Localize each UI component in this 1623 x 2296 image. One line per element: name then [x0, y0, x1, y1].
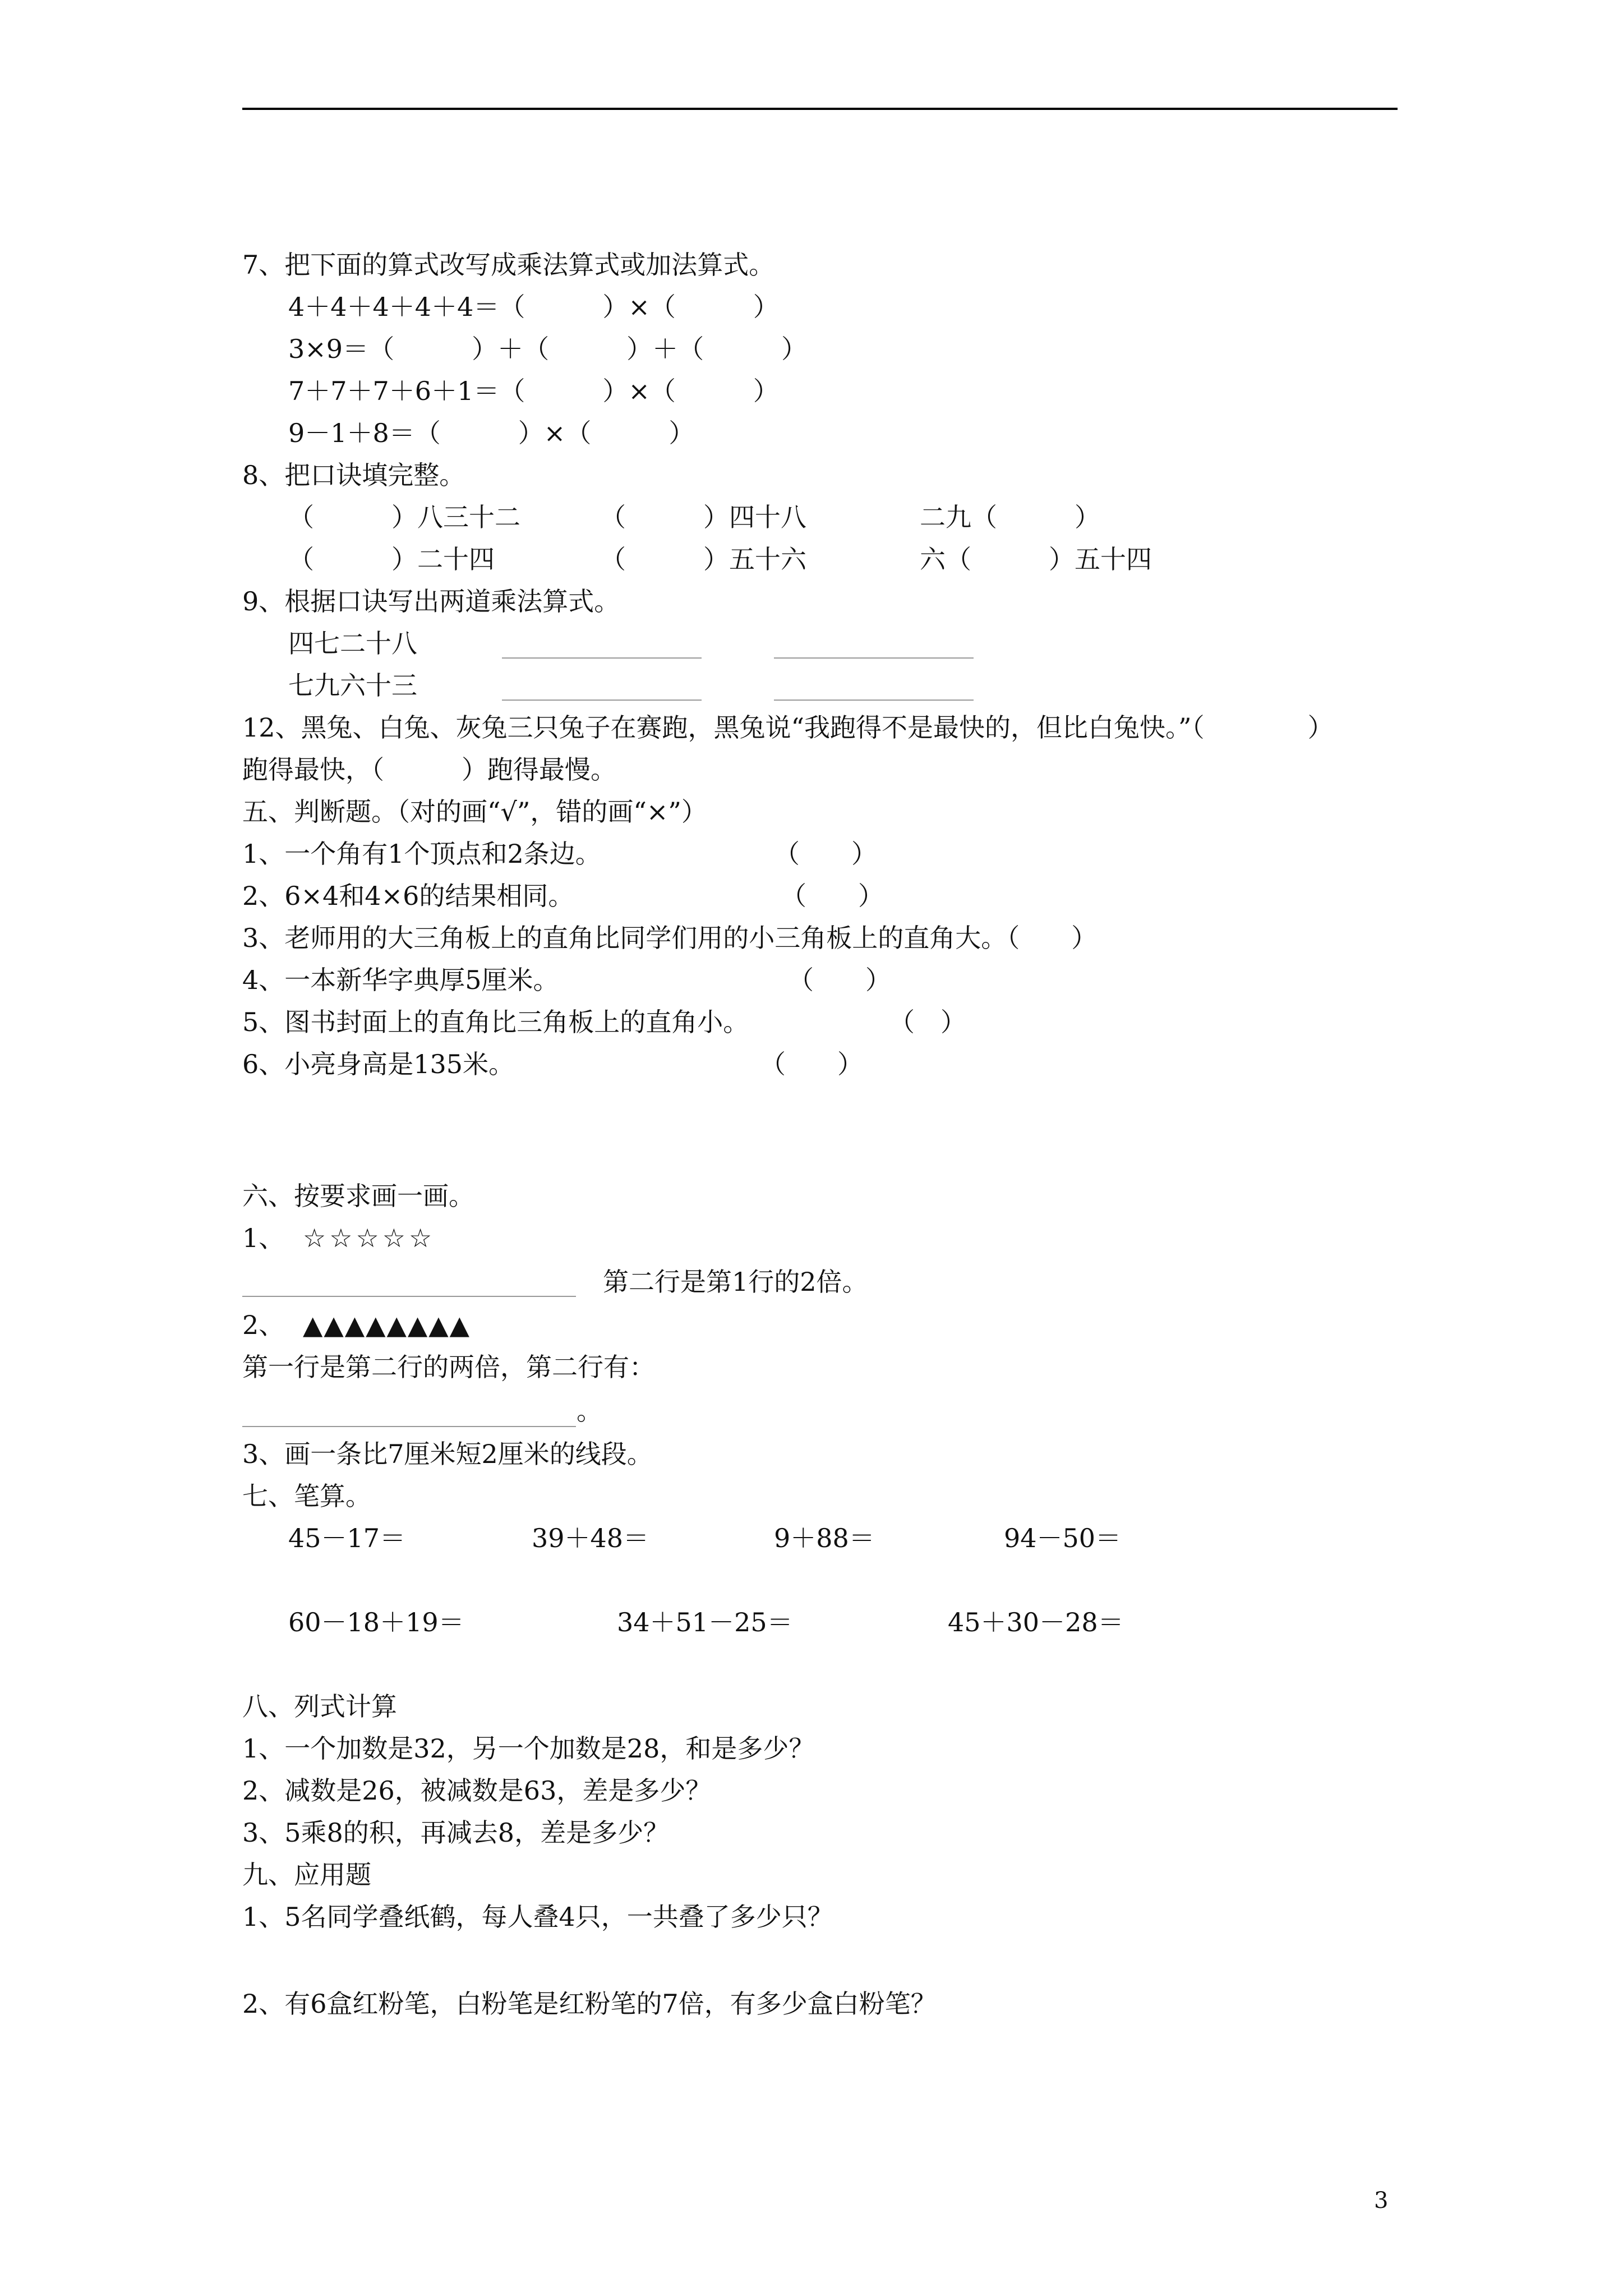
- triangle-shapes: ▲▲▲▲▲▲▲▲: [303, 1310, 471, 1340]
- q12-line-1: 12、黑兔、白兔、灰兔三只兔子在赛跑，黑兔说“我跑得不是最快的，但比白兔快。”（ ）: [242, 712, 1334, 743]
- star-shapes: ☆☆☆☆☆: [303, 1223, 436, 1253]
- s6-item1-note: 第二行是第1行的2倍。: [603, 1267, 868, 1297]
- s5-item-5-paren: （ ）: [889, 1007, 966, 1037]
- q9-blank-2b: [774, 700, 974, 701]
- s7-r2-2: 34＋51－25＝: [617, 1607, 793, 1637]
- q8-r2-c2: （ ）五十六: [600, 544, 806, 574]
- s5-item-3: 3、老师用的大三角板上的直角比同学们用的小三角板上的直角大。（ ）: [242, 923, 1098, 953]
- s5-item-1-paren: （ ）: [774, 839, 877, 869]
- q8-r1-c3: 二九（ ）: [920, 502, 1100, 532]
- s6-item1-label: 1、: [242, 1223, 285, 1253]
- q8-title: 8、把口诀填完整。: [242, 460, 465, 490]
- s7-r2-3: 45＋30－28＝: [948, 1607, 1124, 1637]
- q8-r2-c1: （ ）二十四: [288, 544, 495, 574]
- s8-title: 八、列式计算: [242, 1691, 397, 1722]
- page-number: 3: [1374, 2188, 1389, 2214]
- s7-r1-2: 39＋48＝: [532, 1523, 649, 1553]
- s5-item-4-paren: （ ）: [788, 965, 891, 995]
- s8-item-1: 1、一个加数是32，另一个加数是28，和是多少？: [242, 1733, 815, 1764]
- s5-item-4: 4、一本新华字典厚5厘米。: [242, 965, 559, 995]
- q9-title: 9、根据口诀写出两道乘法算式。: [242, 586, 620, 616]
- s6-item3: 3、画一条比7厘米短2厘米的线段。: [242, 1439, 653, 1469]
- s5-item-1: 1、一个角有1个顶点和2条边。: [242, 839, 601, 869]
- header-rule: [242, 108, 1398, 110]
- s7-r1-3: 9＋88＝: [774, 1523, 875, 1553]
- s9-item-1: 1、5名同学叠纸鹤，每人叠4只，一共叠了多少只？: [242, 1902, 833, 1932]
- s9-item-2: 2、有6盒红粉笔，白粉笔是红粉笔的7倍，有多少盒白粉笔？: [242, 1989, 937, 2019]
- q8-r2-c3: 六（ ）五十四: [920, 544, 1152, 574]
- q8-r1-c1: （ ）八三十二: [288, 502, 520, 532]
- q12-line-2: 跑得最快，（ ）跑得最慢。: [242, 754, 616, 785]
- s7-title: 七、笔算。: [242, 1481, 371, 1511]
- s7-r2-1: 60－18＋19＝: [288, 1607, 464, 1637]
- s8-item-3: 3、5乘8的积，再减去8，差是多少？: [242, 1818, 670, 1848]
- s5-item-5: 5、图书封面上的直角比三角板上的直角小。: [242, 1007, 749, 1037]
- s6-item2-label: 2、: [242, 1310, 285, 1340]
- q9-blank-1a: [502, 657, 702, 659]
- q7-item-4: 9－1＋8＝（ ）×（ ）: [288, 418, 695, 448]
- q7-item-2: 3×9＝（ ）＋（ ）＋（ ）: [288, 334, 808, 364]
- s7-r1-4: 94－50＝: [1004, 1523, 1122, 1553]
- q8-r1-c2: （ ）四十八: [600, 502, 806, 532]
- q9-blank-2a: [502, 700, 702, 701]
- s5-item-6: 6、小亮身高是135米。: [242, 1049, 515, 1079]
- s6-title: 六、按要求画一画。: [242, 1181, 474, 1211]
- q9-item-1: 四七二十八: [288, 628, 417, 659]
- s5-title: 五、判断题。（对的画“√”，错的画“×”）: [242, 797, 707, 827]
- s9-title: 九、应用题: [242, 1860, 371, 1890]
- q7-title: 7、把下面的算式改写成乘法算式或加法算式。: [242, 250, 775, 280]
- s8-item-2: 2、减数是26，被减数是63，差是多少？: [242, 1775, 712, 1806]
- s6-item1-blank: [242, 1296, 576, 1297]
- s6-item2-end: 。: [577, 1396, 602, 1426]
- s5-item-2: 2、6×4和4×6的结果相同。: [242, 881, 574, 911]
- s5-item-2-paren: （ ）: [781, 881, 884, 911]
- s6-item2-text: 第一行是第二行的两倍，第二行有：: [242, 1352, 655, 1382]
- q9-blank-1b: [774, 657, 974, 659]
- s7-r1-1: 45－17＝: [288, 1523, 406, 1553]
- q7-item-1: 4＋4＋4＋4＋4＝（ ）×（ ）: [288, 292, 779, 322]
- s5-item-6-paren: （ ）: [760, 1049, 863, 1079]
- q7-item-3: 7＋7＋7＋6＋1＝（ ）×（ ）: [288, 376, 779, 406]
- q9-item-2: 七九六十三: [288, 670, 417, 701]
- s6-item2-blank: [242, 1426, 576, 1427]
